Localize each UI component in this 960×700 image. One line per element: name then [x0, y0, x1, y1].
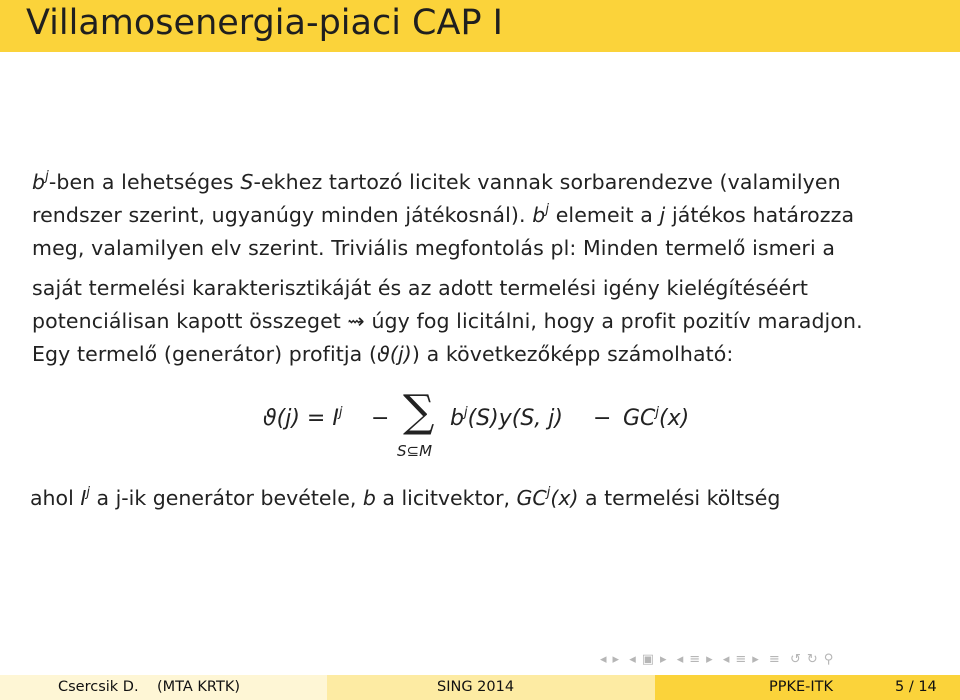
math-GC: GC [516, 486, 547, 510]
text-segment: a licitvektor, [375, 486, 517, 510]
math-b: b [362, 486, 376, 510]
text-segment: -ekhez tartozó licitek vannak sorbarendezve (valamilyen [253, 170, 841, 194]
paragraph-line-1 [32, 170, 841, 194]
text-segment: elemeit a [549, 203, 660, 227]
beamer-navigation [600, 652, 839, 672]
nav-subsection-icon[interactable]: ≡ [689, 652, 701, 667]
footer-page-number: 5 / 14 [895, 679, 937, 695]
math-b: b [532, 203, 546, 227]
sum-subscript: S⊆M [397, 442, 433, 460]
nav-frame-icon[interactable]: ▣ [641, 652, 655, 667]
formula-b-sup: j [463, 405, 468, 420]
nav-next-frame-icon[interactable]: ▸ [660, 652, 667, 667]
title-bar [0, 0, 960, 52]
formula-lhs-sup: j [338, 405, 343, 420]
math-sup-j: j [545, 202, 550, 217]
nav-forward-icon[interactable]: ↻ [806, 652, 818, 667]
formula-gc: GC [623, 406, 656, 431]
math-sup-j: j [546, 485, 551, 500]
text-segment: ) a következőképp számolható: [411, 342, 734, 366]
nav-next-subsection-icon[interactable]: ▸ [706, 652, 713, 667]
formula-b: b [450, 406, 464, 431]
formula-term-rest: (S)y(S, j) [467, 406, 563, 431]
formula-minus-2: − [593, 406, 612, 431]
math-sup-j: j [45, 169, 49, 184]
nav-search-icon[interactable]: ⚲ [823, 652, 834, 667]
nav-prev-section-icon[interactable]: ◂ [722, 652, 730, 667]
slide-title: Villamosenergia-piaci CAP I [26, 3, 503, 43]
formula-term [450, 406, 563, 431]
paragraph-line-6 [32, 342, 733, 366]
footer-department: PPKE-ITK [769, 679, 834, 695]
text-segment: rendszer szerint, ugyanúgy minden játékosnál). [32, 203, 533, 227]
footer-author-box [0, 675, 327, 700]
math-S: S [240, 170, 254, 194]
nav-section-icon[interactable]: ≡ [735, 652, 747, 667]
math-sup-j: j [86, 485, 90, 500]
paragraph-line-2 [32, 203, 854, 227]
formula-gc-sup: j [655, 405, 660, 420]
math-I: I [80, 486, 87, 510]
nav-next-slide-icon[interactable]: ▸ [612, 652, 620, 667]
footer [0, 675, 960, 700]
squiggle-arrow-icon: ⇝ [347, 309, 365, 333]
footer-conference-box [327, 675, 655, 700]
paragraph-line-5 [32, 309, 863, 333]
text-segment: Egy termelő (generátor) profitja ( [32, 342, 378, 366]
sum-symbol: ∑ [403, 386, 435, 437]
math-x: (x) [550, 486, 579, 510]
math-b: b [32, 170, 46, 194]
definitions-line [30, 486, 780, 510]
footer-institution: (MTA KRTK) [157, 679, 240, 695]
text-segment: játékos határozza [665, 203, 855, 227]
nav-back-icon[interactable]: ↺ [789, 652, 801, 667]
text-segment: -ben a lehetséges [48, 170, 241, 194]
nav-prev-frame-icon[interactable]: ◂ [629, 652, 636, 667]
nav-next-section-icon[interactable]: ▸ [752, 652, 759, 667]
paragraph-line-4: saját termelési karakterisztikáját és az adott termelési igény kielégítéséért [32, 276, 809, 300]
footer-author: Csercsik D. [58, 679, 139, 695]
formula-lhs [263, 406, 342, 431]
footer-conference: SING 2014 [437, 679, 515, 695]
formula-minus-1: − [371, 406, 390, 431]
text-segment: potenciálisan kapott összeget [32, 309, 348, 333]
paragraph-line-3: meg, valamilyen elv szerint. Triviális megfontolás pl: Minden termelő ismeri a [32, 236, 836, 260]
formula-cost [623, 406, 689, 431]
text-segment: a termelési költség [578, 486, 781, 510]
text-segment: úgy fog licitálni, hogy a profit pozitív maradjon. [364, 309, 863, 333]
nav-prev-subsection-icon[interactable]: ◂ [676, 652, 684, 667]
text-segment: a j-ik generátor bevétele, [89, 486, 363, 510]
formula-gc-arg: (x) [659, 406, 690, 431]
math-theta-j: ϑ(j) [377, 342, 412, 366]
formula-lhs-text: ϑ(j) = I [263, 406, 339, 431]
math-j: j [659, 203, 666, 227]
nav-prev-slide-icon[interactable]: ◂ [600, 652, 607, 667]
nav-toc-icon[interactable]: ≡ [768, 652, 780, 667]
text-segment: ahol [30, 486, 81, 510]
footer-department-box [655, 675, 960, 700]
